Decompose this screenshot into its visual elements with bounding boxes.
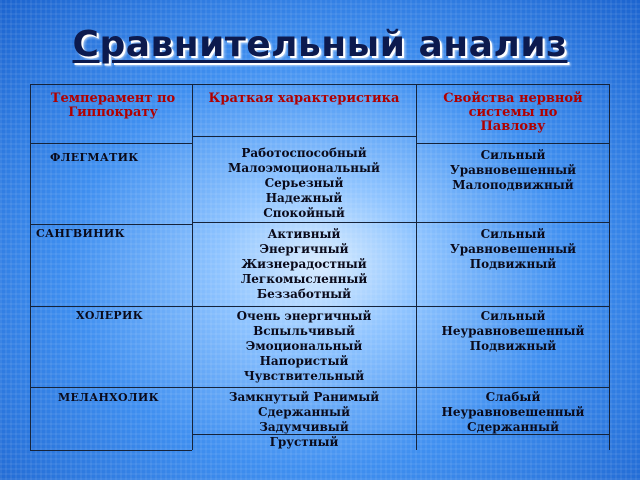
nervous-property: Сильный bbox=[480, 309, 546, 323]
row-line-1b bbox=[192, 136, 416, 137]
trait: Серьезный bbox=[264, 176, 344, 190]
header-properties bbox=[418, 92, 608, 134]
nervous-system-cell bbox=[418, 148, 608, 193]
trait: Очень энергичный bbox=[236, 309, 372, 323]
trait: Легкомысленный bbox=[240, 272, 368, 286]
traits-cell bbox=[196, 309, 412, 384]
header-properties-line: Павлову bbox=[480, 119, 546, 134]
header-temperament-line: Темперамент по bbox=[50, 91, 176, 106]
nervous-property: Сдержанный bbox=[467, 420, 559, 434]
trait: Сдержанный bbox=[258, 405, 350, 419]
nervous-system-cell bbox=[418, 390, 608, 435]
header-temperament bbox=[33, 92, 193, 120]
table-border-bottom bbox=[30, 450, 192, 451]
trait: Задумчивый bbox=[259, 420, 349, 434]
nervous-property: Малоподвижный bbox=[452, 178, 574, 192]
nervous-property: Подвижный bbox=[469, 339, 557, 353]
row-line-3 bbox=[30, 306, 610, 307]
nervous-system-cell bbox=[418, 227, 608, 272]
col-divider-2 bbox=[416, 84, 417, 450]
trait: Вспыльчивый bbox=[253, 324, 355, 338]
traits-cell bbox=[196, 227, 412, 302]
trait: Работоспособный bbox=[241, 146, 367, 160]
row-line-2b bbox=[192, 222, 610, 223]
temperament-name: МЕЛАНХОЛИК bbox=[58, 391, 159, 404]
nervous-property: Сильный bbox=[480, 227, 546, 241]
table-border-right bbox=[609, 84, 610, 450]
trait: Спокойный bbox=[263, 206, 345, 220]
nervous-property: Уравновешенный bbox=[449, 242, 577, 256]
table-border-left bbox=[30, 84, 31, 450]
trait: Замкнутый Ранимый bbox=[228, 390, 380, 404]
trait: Беззаботный bbox=[256, 287, 352, 301]
trait: Напористый bbox=[259, 354, 349, 368]
trait: Малоэмоциональный bbox=[228, 161, 380, 175]
traits-cell bbox=[196, 390, 412, 450]
trait: Эмоциональный bbox=[245, 339, 363, 353]
nervous-property: Неуравновешенный bbox=[441, 405, 585, 419]
col-divider-1 bbox=[192, 84, 193, 450]
temperament-name: ФЛЕГМАТИК bbox=[50, 151, 139, 164]
nervous-property: Уравновешенный bbox=[449, 163, 577, 177]
header-temperament-line: Гиппократу bbox=[68, 105, 158, 120]
trait: Активный bbox=[267, 227, 341, 241]
row-line-4 bbox=[30, 387, 610, 388]
header-characteristic bbox=[192, 92, 416, 106]
nervous-property: Слабый bbox=[485, 390, 541, 404]
temperament-name: САНГВИНИК bbox=[36, 227, 125, 240]
nervous-property: Неуравновешенный bbox=[441, 324, 585, 338]
table-border-top bbox=[30, 84, 610, 85]
trait: Чувствительный bbox=[243, 369, 365, 383]
trait: Энергичный bbox=[259, 242, 349, 256]
row-line-1c bbox=[416, 143, 610, 144]
slide-title: Сравнительный анализ bbox=[72, 24, 568, 65]
trait: Жизнерадостный bbox=[241, 257, 367, 271]
header-properties-line: Свойства нервной bbox=[443, 91, 583, 106]
header-properties-line: системы по bbox=[468, 105, 558, 120]
temperament-name: ХОЛЕРИК bbox=[76, 309, 143, 322]
nervous-system-cell bbox=[418, 309, 608, 354]
trait: Грустный bbox=[269, 435, 339, 449]
nervous-property: Подвижный bbox=[469, 257, 557, 271]
traits-cell bbox=[196, 146, 412, 221]
row-line-2 bbox=[30, 224, 192, 225]
nervous-property: Сильный bbox=[480, 148, 546, 162]
header-characteristic-line: Краткая характеристика bbox=[208, 91, 400, 106]
row-line-1 bbox=[30, 143, 192, 144]
trait: Надежный bbox=[265, 191, 343, 205]
